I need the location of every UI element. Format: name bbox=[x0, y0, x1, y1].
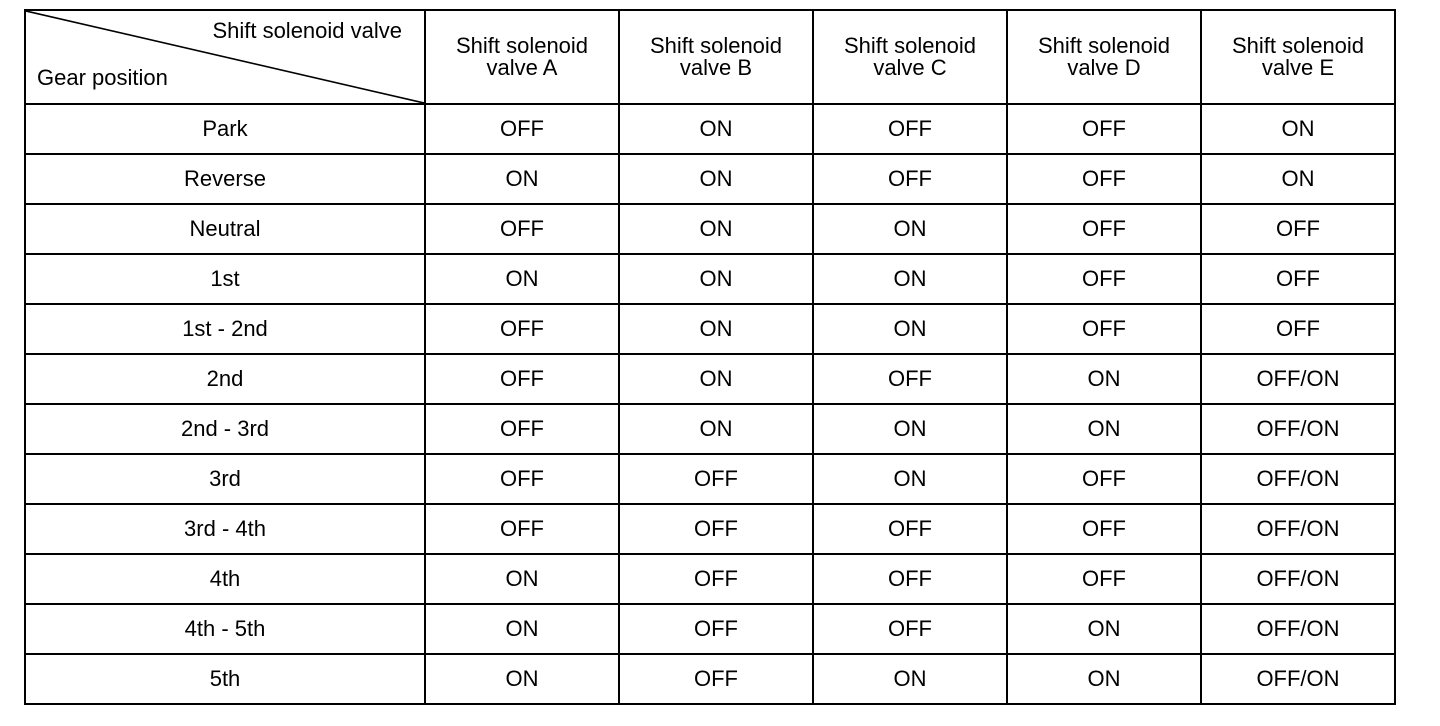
valve-state-cell: ON bbox=[425, 554, 619, 604]
table-row bbox=[25, 504, 1395, 554]
valve-state-cell: ON bbox=[813, 404, 1007, 454]
gear-position-cell: 4th - 5th bbox=[25, 604, 425, 654]
valve-state-cell: OFF bbox=[1007, 504, 1201, 554]
valve-state-cell: OFF bbox=[813, 604, 1007, 654]
column-header-label: Shift solenoid valve D bbox=[1037, 33, 1171, 80]
table-row bbox=[25, 104, 1395, 154]
table-row bbox=[25, 304, 1395, 354]
valve-state-cell: OFF/ON bbox=[1201, 504, 1395, 554]
valve-state-cell: ON bbox=[619, 304, 813, 354]
valve-state-cell: OFF bbox=[619, 604, 813, 654]
valve-state-cell: OFF/ON bbox=[1201, 604, 1395, 654]
valve-state-cell: ON bbox=[1007, 354, 1201, 404]
table-row bbox=[25, 354, 1395, 404]
gear-position-cell: 1st - 2nd bbox=[25, 304, 425, 354]
valve-state-cell: OFF/ON bbox=[1201, 554, 1395, 604]
valve-state-cell: OFF bbox=[1007, 154, 1201, 204]
valve-state-cell: ON bbox=[1007, 654, 1201, 704]
table-row bbox=[25, 254, 1395, 304]
valve-state-cell: OFF bbox=[425, 104, 619, 154]
valve-state-cell: OFF bbox=[425, 404, 619, 454]
table-row bbox=[25, 454, 1395, 504]
table-row bbox=[25, 654, 1395, 704]
valve-state-cell: OFF bbox=[813, 154, 1007, 204]
corner-header-cell bbox=[25, 10, 425, 104]
corner-row-label: Gear position bbox=[37, 65, 168, 90]
valve-state-cell: OFF bbox=[425, 304, 619, 354]
gear-position-cell: 3rd bbox=[25, 454, 425, 504]
gear-position-cell: Reverse bbox=[25, 154, 425, 204]
valve-state-cell: OFF bbox=[1007, 104, 1201, 154]
column-header-label: Shift solenoid valve B bbox=[649, 33, 783, 80]
valve-state-cell: OFF bbox=[619, 504, 813, 554]
gear-position-cell: 5th bbox=[25, 654, 425, 704]
table-row bbox=[25, 604, 1395, 654]
gear-position-cell: 3rd - 4th bbox=[25, 504, 425, 554]
valve-state-cell: ON bbox=[1201, 104, 1395, 154]
valve-state-cell: ON bbox=[619, 404, 813, 454]
valve-state-cell: OFF bbox=[1007, 454, 1201, 504]
valve-state-cell: ON bbox=[813, 204, 1007, 254]
valve-state-cell: OFF bbox=[425, 504, 619, 554]
valve-state-cell: ON bbox=[425, 254, 619, 304]
gear-position-cell: 2nd - 3rd bbox=[25, 404, 425, 454]
valve-state-cell: OFF bbox=[1007, 554, 1201, 604]
column-header-label: Shift solenoid valve A bbox=[455, 33, 589, 80]
gear-position-cell: Park bbox=[25, 104, 425, 154]
valve-state-cell: OFF bbox=[619, 654, 813, 704]
valve-state-cell: ON bbox=[425, 154, 619, 204]
solenoid-table bbox=[24, 9, 1396, 705]
valve-state-cell: ON bbox=[1201, 154, 1395, 204]
valve-state-cell: OFF bbox=[813, 354, 1007, 404]
valve-state-cell: ON bbox=[813, 654, 1007, 704]
valve-state-cell: OFF bbox=[1007, 204, 1201, 254]
valve-state-cell: ON bbox=[619, 354, 813, 404]
column-header-valve-c bbox=[813, 10, 1007, 104]
valve-state-cell: OFF bbox=[813, 554, 1007, 604]
valve-state-cell: ON bbox=[813, 254, 1007, 304]
valve-state-cell: ON bbox=[813, 304, 1007, 354]
column-header-valve-d bbox=[1007, 10, 1201, 104]
valve-state-cell: OFF bbox=[425, 204, 619, 254]
gear-position-cell: Neutral bbox=[25, 204, 425, 254]
valve-state-cell: OFF bbox=[1201, 204, 1395, 254]
column-header-label: Shift solenoid valve E bbox=[1231, 33, 1365, 80]
table-row bbox=[25, 204, 1395, 254]
valve-state-cell: OFF/ON bbox=[1201, 454, 1395, 504]
valve-state-cell: ON bbox=[619, 204, 813, 254]
valve-state-cell: OFF bbox=[425, 354, 619, 404]
gear-position-cell: 1st bbox=[25, 254, 425, 304]
valve-state-cell: OFF bbox=[425, 454, 619, 504]
valve-state-cell: ON bbox=[425, 604, 619, 654]
table-body bbox=[25, 104, 1395, 704]
table-row bbox=[25, 154, 1395, 204]
column-header-valve-b bbox=[619, 10, 813, 104]
valve-state-cell: OFF bbox=[619, 454, 813, 504]
column-header-valve-e bbox=[1201, 10, 1395, 104]
column-header-label: Shift solenoid valve C bbox=[843, 33, 977, 80]
valve-state-cell: OFF bbox=[1201, 304, 1395, 354]
valve-state-cell: OFF/ON bbox=[1201, 354, 1395, 404]
valve-state-cell: OFF bbox=[619, 554, 813, 604]
valve-state-cell: OFF bbox=[1007, 304, 1201, 354]
gear-position-cell: 4th bbox=[25, 554, 425, 604]
valve-state-cell: OFF bbox=[1007, 254, 1201, 304]
gear-position-cell: 2nd bbox=[25, 354, 425, 404]
table-row bbox=[25, 404, 1395, 454]
valve-state-cell: ON bbox=[619, 104, 813, 154]
valve-state-cell: ON bbox=[619, 254, 813, 304]
valve-state-cell: OFF/ON bbox=[1201, 654, 1395, 704]
valve-state-cell: OFF bbox=[1201, 254, 1395, 304]
valve-state-cell: OFF bbox=[813, 104, 1007, 154]
header-row bbox=[25, 10, 1395, 104]
valve-state-cell: OFF/ON bbox=[1201, 404, 1395, 454]
corner-column-label: Shift solenoid valve bbox=[212, 18, 402, 43]
valve-state-cell: OFF bbox=[813, 504, 1007, 554]
column-header-valve-a bbox=[425, 10, 619, 104]
valve-state-cell: ON bbox=[619, 154, 813, 204]
valve-state-cell: ON bbox=[1007, 604, 1201, 654]
valve-state-cell: ON bbox=[1007, 404, 1201, 454]
valve-state-cell: ON bbox=[425, 654, 619, 704]
valve-state-cell: ON bbox=[813, 454, 1007, 504]
table-row bbox=[25, 554, 1395, 604]
